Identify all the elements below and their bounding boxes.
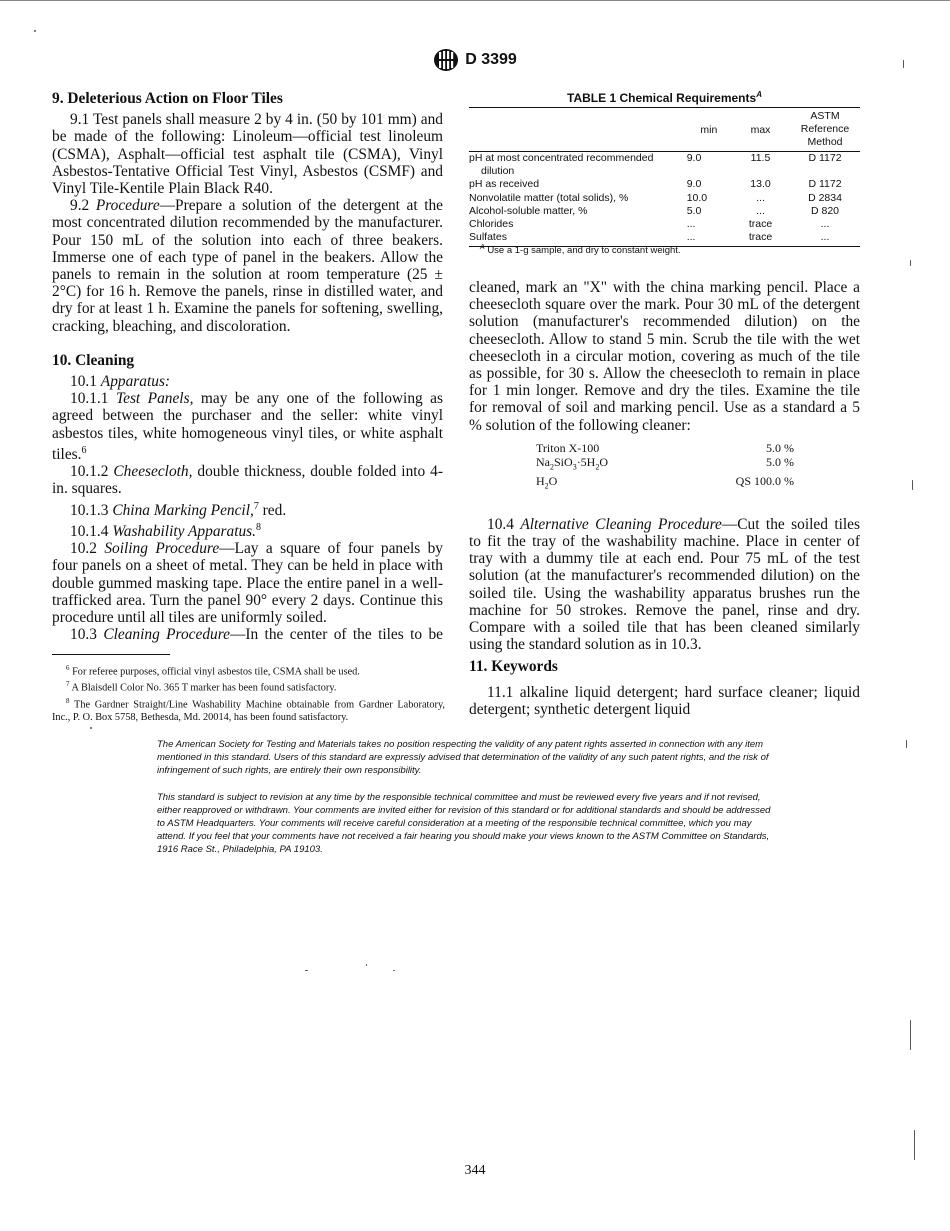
scan-speck (910, 260, 911, 266)
cleaner-amount: QS 100.0 % (735, 474, 794, 489)
table-row (469, 218, 860, 231)
table-header-cell: ASTM Reference Method (790, 108, 860, 152)
footnote: $^8$ The Gardner Straight/Line Washability Machine obtainable from Gardner Laboratory, Inc., P. O. Box 5758, Bethesda, Md. 20014, has been found satisfactory. (52, 696, 446, 724)
table-header-cell: min (687, 108, 731, 152)
para-10-3-cont: cleaned, mark an "X" with the china marking pencil. Place a cheesecloth square over the mark. Pour 30 mL of the detergent solution (manufacturer's recommended dilution) on the cheesecloth. Allow to stand 5 min. Scrub the tile with the wet cheesecloth in a circular motion, covering as much of the tile as possible, for 30 s. Allow the cheesecloth to remain in place for 1 min longer. Remove and dry the tiles. Examine the tile for removal of soil and marking pencil. Use as a standard a 5 % solution of the following cleaner: (469, 279, 860, 434)
para-11-1: 11.1 alkaline liquid detergent; hard surface cleaner; liquid detergent; synthetic detergent liquid (469, 684, 860, 719)
cleaner-formulation (536, 441, 794, 494)
table-cell: 9.0 (686, 152, 702, 164)
para-10-1-4: 10.1.4 Washability Apparatus.$^8$ (70, 521, 262, 541)
table-header-row (469, 108, 860, 152)
cleaner-amount: 5.0 % (766, 455, 794, 469)
top-edge-rule (0, 0, 950, 1)
section-10-heading: 10. Cleaning (52, 351, 135, 369)
list-item (536, 441, 794, 455)
table-row (469, 205, 860, 218)
table-cell: 5.0 (686, 204, 702, 217)
table-cell: D 820 (810, 204, 840, 217)
table-cell: 9.0 (686, 178, 702, 191)
cleaner-name: Triton X-100 (536, 441, 600, 455)
para-10-4: 10.4 Alternative Cleaning Procedure—Cut the soiled tiles to fit the tray of the washability machine. Place in center of tray with a dummy tile at each end. Pour 75 mL of the test solution (at the manufacturer's recommended dilution) on the soiled tile. Using the washability apparatus brushes run the machine for 50 strokes. Remove the panel, rinse and dry. Compare with a soiled tile that has been cleaned similarly using the standard solution as in 10.3. (469, 515, 860, 654)
table-row (469, 192, 860, 205)
table-cell: Alcohol-soluble matter, % (469, 204, 588, 217)
para-10-1-2: 10.1.2 Cheesecloth, double thickness, double folded into 4-in. squares. (52, 463, 443, 498)
para-9-2: 9.2 Procedure—Prepare a solution of the detergent at the most concentrated dilution recommended by the manufacturer. Pour 150 mL of the solution into each of three beakers. Immerse one of each type of panel in the beakers. Allow the panels to remain in the solution at room temperature (25 ± 2°C) for 16 h. Remove the panels, rinse in distilled water, and dry for at least 1 h. Examine the panels for softening, swelling, cracking, bleaching, and discoloration. (52, 197, 443, 335)
table-cell: 13.0 (750, 178, 771, 191)
cleaner-amount: 5.0 % (766, 441, 794, 455)
page-number: 344 (464, 1163, 486, 1178)
list-item (536, 474, 794, 493)
section-9-heading: 9. Deleterious Action on Floor Tiles (52, 90, 283, 107)
table-cell: ... (820, 218, 830, 231)
scan-speck (912, 480, 913, 490)
table-cell: trace (748, 218, 773, 231)
cleaner-name: $Na_2SiO_3\cdot 5H_2O$ (536, 455, 609, 472)
table-cell: trace (731, 231, 790, 247)
para-10-1-3: 10.1.3 China Marking Pencil,$^7$ red. (70, 500, 287, 519)
astm-logo-icon (433, 48, 459, 72)
patent-disclaimer: The American Society for Testing and Materials takes no position respecting the validity of any patent rights asserted in connection with any item mentioned in this standard. Users of this standard are expressly advised that determination of the validity of any such patent rights, and the risk of infringement of such rights, are entirely their own responsibility. (157, 739, 769, 776)
list-item (536, 455, 794, 474)
table-cell: D 1172 (808, 152, 842, 164)
table-cell: 11.5 (750, 152, 771, 164)
table-cell: ... (687, 231, 731, 247)
table-cell: Nonvolatile matter (total solids), % (469, 191, 629, 204)
para-10-3-start: 10.3 Cleaning Procedure—In the center of the tiles to be (70, 626, 443, 644)
table-cell: Sulfates (469, 231, 687, 247)
table-row (469, 152, 860, 179)
table-cell: pH as received (469, 178, 540, 191)
table-cell: ... (756, 191, 765, 204)
footnotes (52, 662, 445, 724)
table-1-footnote: $^A$ Use a 1-g sample, and dry to constant weight. (480, 244, 681, 257)
scan-speck (366, 964, 367, 966)
footnote: $^7$ A Blaisdell Color No. 365 T marker has been found satisfactory. (66, 680, 337, 694)
table-cell: pH at most concentrated recommended dilution (469, 152, 654, 178)
page-header (0, 48, 950, 72)
para-9-1: 9.1 Test panels shall measure 2 by 4 in. (50 by 101 mm) and be made of the following: Linoleum—official test linoleum (CSMA), Asphalt—official test asphalt tile (CSMA), Vinyl Asbestos-Tentative Official Test Vinyl, Asbestos (CSMF) and Vinyl Tile-Kentile Plain Black R40. (52, 111, 443, 198)
scan-speck (910, 1020, 911, 1050)
section-11-heading: 11. Keywords (469, 658, 558, 675)
para-10-1-1: 10.1.1 Test Panels, may be any one of the following as agreed between the purchaser and the seller: white vinyl asbestos tiles, white homogeneous vinyl tiles, or white asphalt tiles.$^6$ (52, 390, 444, 463)
scan-speck (903, 60, 904, 68)
keywords-section (469, 658, 860, 719)
table-cell: ... (790, 231, 860, 247)
scan-speck (393, 970, 395, 971)
table-row (469, 178, 860, 191)
scan-speck (90, 727, 92, 729)
left-column (52, 90, 443, 643)
scan-speck (914, 1130, 915, 1160)
footnote-divider (52, 654, 170, 655)
table-cell: D 2834 (808, 191, 842, 204)
table-cell: 10.0 (686, 191, 708, 204)
scan-speck (305, 970, 308, 971)
cleaner-name: $H_2O$ (536, 474, 558, 491)
table-1-title: TABLE 1 Chemical Requirements$^A$ (567, 90, 762, 105)
scan-speck (906, 740, 907, 748)
para-10-1: 10.1 Apparatus: (70, 373, 171, 391)
table-cell: ... (686, 218, 696, 231)
table-cell: Chlorides (469, 218, 514, 231)
scan-speck (34, 30, 36, 32)
chemical-requirements-table (469, 107, 860, 247)
table-header-cell (469, 108, 687, 152)
revision-notice: This standard is subject to revision at any time by the responsible technical committee and must be reviewed every five years and if not revised, either reapproved or withdrawn. Your comments are invited either for revision of this standard or for additional standards and should be addressed to ASTM Headquarters. Your comments will receive careful consideration at a meeting of the responsible technical committee, which you may attend. If you feel that your comments have not received a fair hearing you should make your views known to the ASTM Committee on Standards, 1916 Race St., Philadelphia, PA 19103. (157, 792, 771, 855)
table-header-cell: max (731, 108, 790, 152)
footnote: $^6$ For referee purposes, official vinyl asbestos tile, CSMA shall be used. (66, 664, 360, 678)
table-cell: ... (756, 204, 765, 217)
table-cell: D 1172 (808, 178, 842, 191)
para-10-2: 10.2 Soiling Procedure—Lay a square of four panels by four panels on a sheet of metal. They can be held in place with double gummed masking tape. Place the entire panel in a well-trafficked area. Turn the panel 90° every 2 days. Continue this procedure until all tiles are uniformly soiled. (52, 540, 443, 627)
standard-designation: D 3399 (465, 51, 517, 68)
astm-disclaimer (157, 738, 777, 870)
